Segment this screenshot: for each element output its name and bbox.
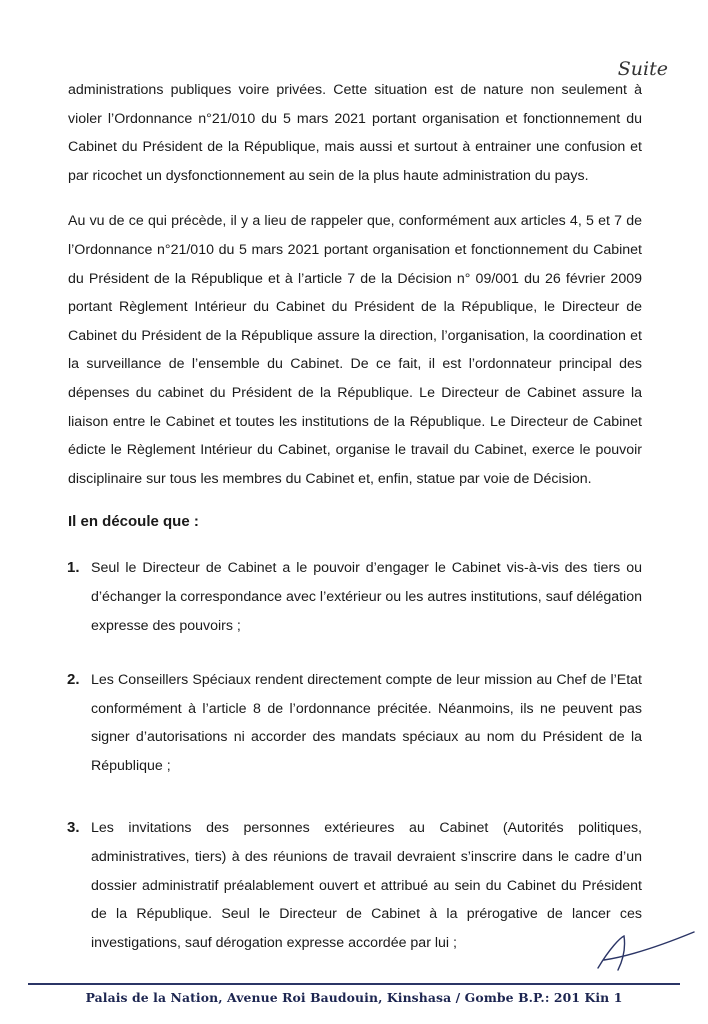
document-body xyxy=(68,76,642,983)
suite-label: Suite xyxy=(617,58,668,80)
footer-divider xyxy=(28,983,680,985)
list-item-number: 1. xyxy=(67,559,80,577)
paragraph-2: Au vu de ce qui précède, il y a lieu de rappeler que, conformément aux articles 4, 5 et 7 de l’Ordonnance n°21/010 du 5 mars 2021 portant organisation et fonctionnement du Cabinet du Président de la République et à l’article 7 de la Décision n° 09/001 du 26 février 2009 portant Règlement Intérieur du Cabinet du Président de la République, le Directeur de Cabinet du Président de la République assure la direction, l’organisation, la coordination et la surveillance de l’ensemble du Cabinet. De ce fait, il est l’ordonnateur principal des dépenses du cabinet du Président de la République. Le Directeur de Cabinet assure la liaison entre le Cabinet et toutes les institutions de la République. Le Directeur de Cabinet édicte le Règlement Intérieur du Cabinet, organise le travail du Cabinet, exerce le pouvoir disciplinaire sur tous les membres du Cabinet et, enfin, statue par voie de Décision. xyxy=(68,213,642,487)
section-heading: Il en découle que : xyxy=(68,513,199,531)
list-item xyxy=(68,814,642,957)
list-item-number: 3. xyxy=(67,819,80,837)
list-item-text: Les Conseillers Spéciaux rendent directement compte de leur mission au Chef de l’Etat conformément à l’article 8 de l’ordonnance précitée. Néanmoins, ils ne peuvent pas signer d’autorisations ni accorder des mandats spéciaux au nom du Président de la République ; xyxy=(91,672,642,774)
list-item-text: Les invitations des personnes extérieures au Cabinet (Autorités politiques, administratives, tiers) à des réunions de travail devraient s’inscrire dans le cadre d’un dossier administratif préalablement ouvert et attribué au sein du Cabinet du Président de la République. Seul le Directeur de Cabinet à la prérogative de lancer ces investigations, sauf dérogation expresse accordée par lui ; xyxy=(91,820,642,951)
list-item-number: 2. xyxy=(67,671,80,689)
paragraph-1: administrations publiques voire privées. Cette situation est de nature non seulement à violer l’Ordonnance n°21/010 du 5 mars 2021 portant organisation et fonctionnement du Cabinet du Président de la République, mais aussi et surtout à entrainer une confusion et par ricochet un dysfonctionnement au sein de la plus haute administration du pays. xyxy=(68,82,642,184)
signature-mark xyxy=(590,928,700,978)
list-item-text: Seul le Directeur de Cabinet a le pouvoir d’engager le Cabinet vis-à-vis des tiers ou d’échanger la correspondance avec l’extérieur ou les autres institutions, sauf délégation expresse des pouvoirs ; xyxy=(91,560,642,634)
list-item xyxy=(68,554,642,640)
footer-address: Palais de la Nation, Avenue Roi Baudouin, Kinshasa / Gombe B.P.: 201 Kin 1 xyxy=(85,990,623,1005)
list-item xyxy=(68,666,642,780)
